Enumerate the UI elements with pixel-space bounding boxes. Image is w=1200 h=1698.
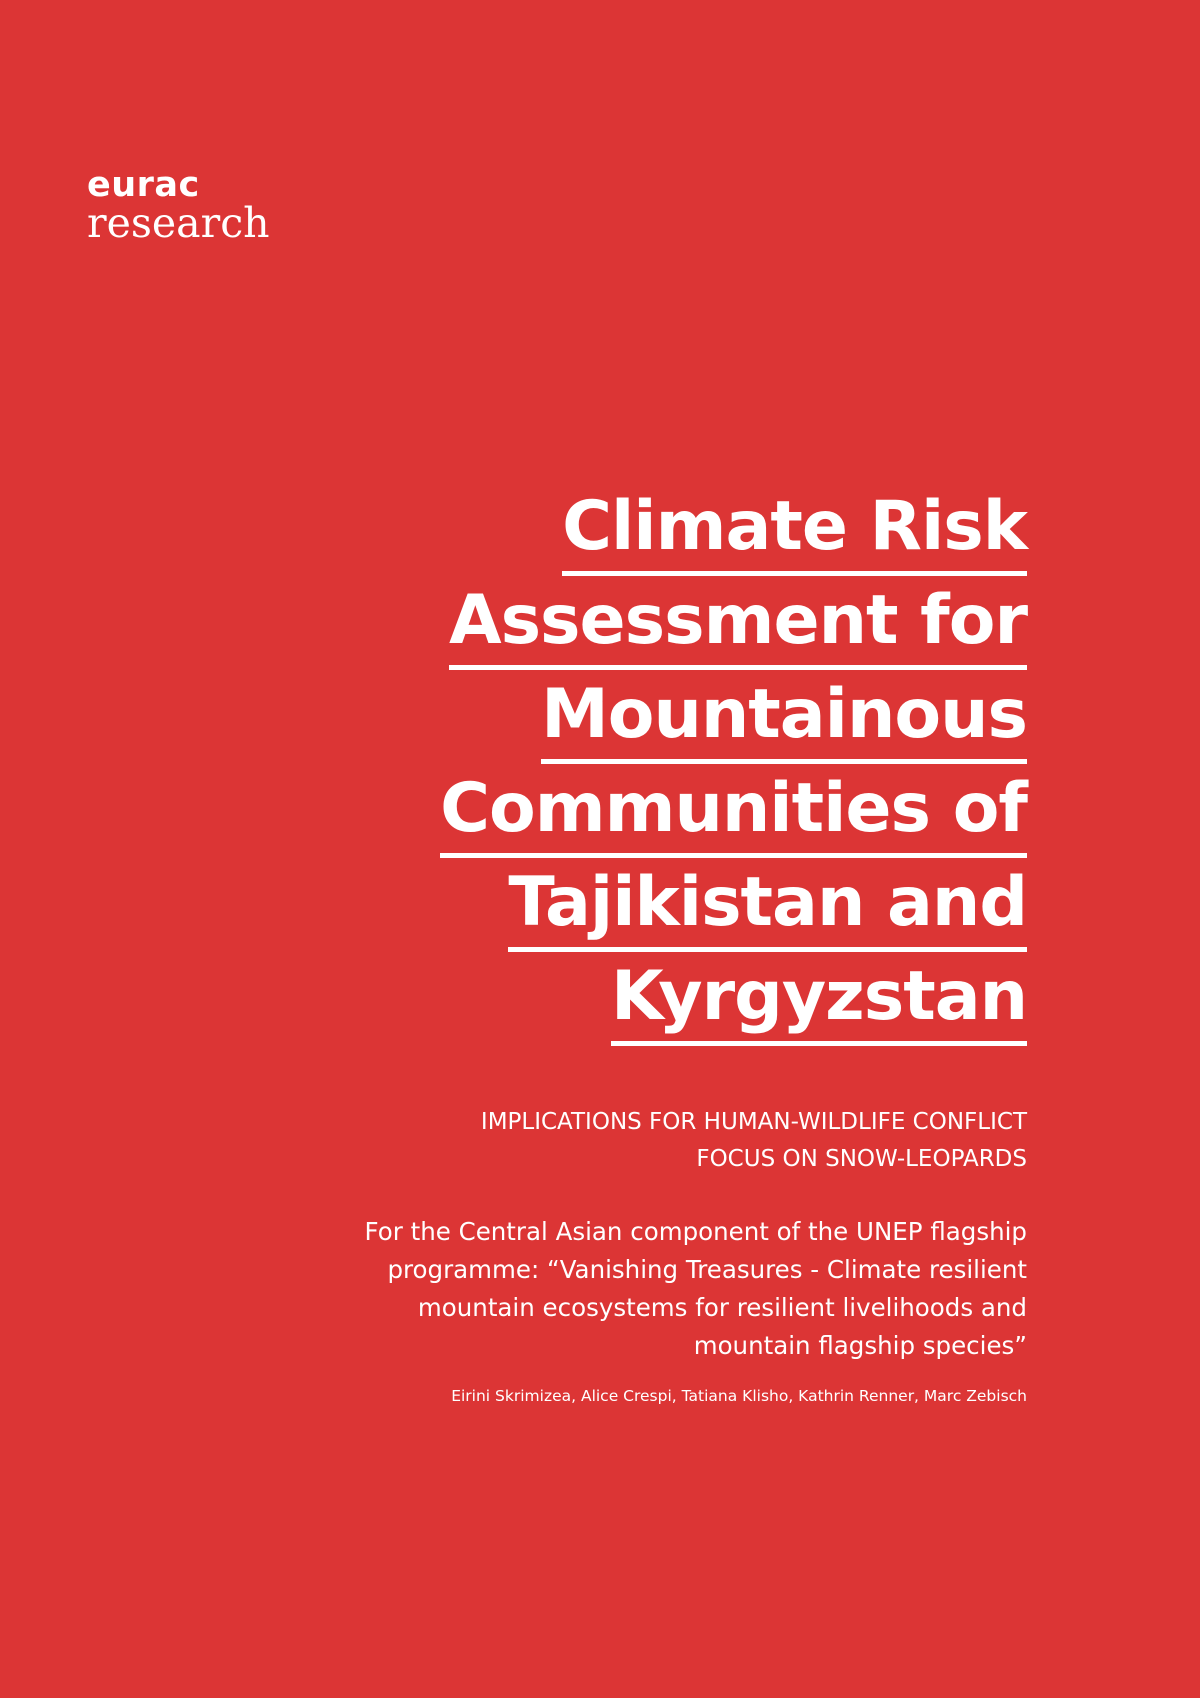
programme-description [127, 1213, 1027, 1365]
programme-line: For the Central Asian component of the UNEP flagship [364, 1217, 1027, 1246]
report-title [127, 480, 1027, 1044]
programme-line: mountain ecosystems for resilient livelihoods and [417, 1293, 1027, 1322]
subtitle-line: FOCUS ON SNOW-LEOPARDS [696, 1146, 1027, 1172]
eurac-research-logo [87, 165, 270, 247]
title-line: Tajikistan and [508, 863, 1027, 952]
programme-line: mountain flagship species” [693, 1331, 1027, 1360]
title-line: Climate Risk [562, 487, 1027, 576]
subtitle-line: IMPLICATIONS FOR HUMAN-WILDLIFE CONFLICT [480, 1109, 1027, 1135]
logo-line-research: research [87, 199, 270, 247]
report-subtitle [127, 1104, 1027, 1178]
title-line: Mountainous [541, 675, 1027, 764]
title-line: Communities of [440, 769, 1027, 858]
logo-line-eurac: eurac [87, 165, 200, 205]
author-list: Eirini Skrimizea, Alice Crespi, Tatiana Klisho, Kathrin Renner, Marc Zebisch [451, 1387, 1027, 1405]
programme-line: programme: “Vanishing Treasures - Climate resilient [387, 1255, 1027, 1284]
title-line: Assessment for [449, 581, 1027, 670]
title-line: Kyrgyzstan [611, 957, 1027, 1046]
